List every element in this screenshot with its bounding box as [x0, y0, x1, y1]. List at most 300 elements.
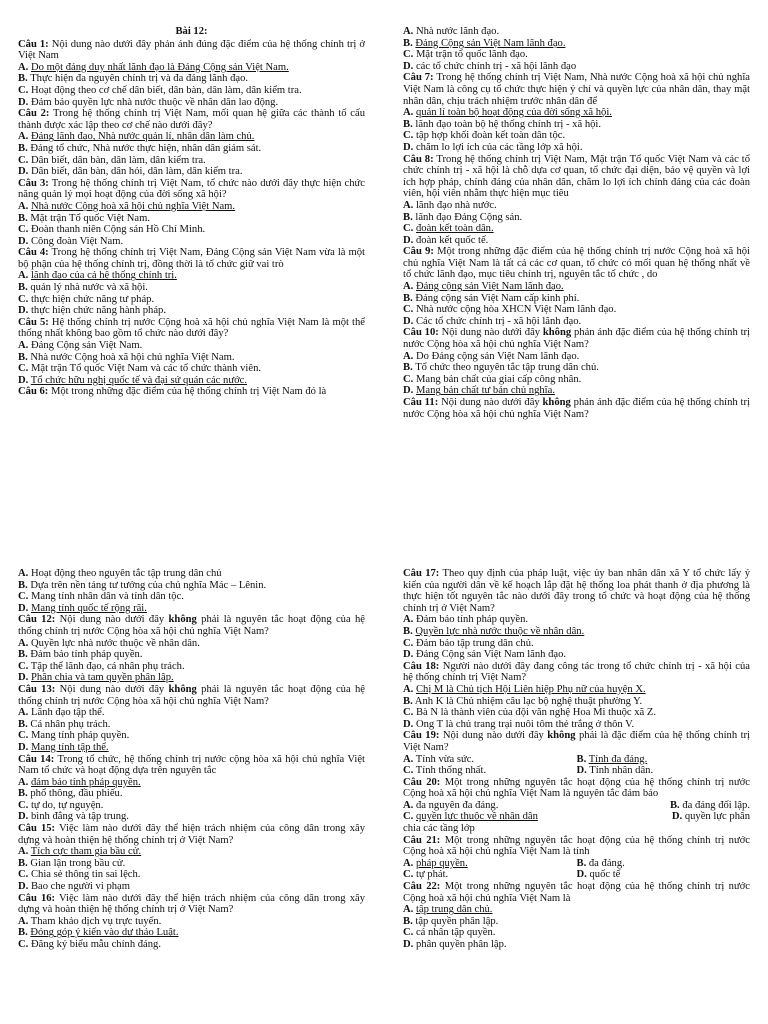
- answer-option: [18, 603, 365, 615]
- option-letter: A.: [18, 846, 29, 858]
- answer-cell: [403, 869, 577, 881]
- option-letter: B.: [18, 142, 28, 154]
- question-number: Câu 1:: [18, 38, 49, 50]
- option-letter: D.: [403, 649, 414, 661]
- option-text: Đảng lãnh đạo, Nhà nước quản lí, nhân dân làm chủ.: [30, 131, 255, 143]
- option-text: Tập thể lãnh đạo, cá nhân phụ trách.: [30, 660, 185, 672]
- option-letter: D.: [403, 315, 414, 327]
- answer-option: [577, 754, 751, 766]
- question-body: Một trong những nguyên tắc hoạt động của hệ thống chính trị nước Cộng hoà xã hội chủ nghĩa Việt Nam là tính: [403, 834, 750, 858]
- question-text: [403, 397, 750, 420]
- lesson-title: Bài 12:: [175, 26, 208, 37]
- question-text: [18, 317, 365, 340]
- question-block: [403, 730, 750, 776]
- answer-option: [403, 38, 750, 50]
- option-text: phổ thông, đầu phiếu.: [30, 788, 123, 800]
- option-letter: C.: [403, 765, 414, 777]
- option-text: Mặt trận Tổ quốc Việt Nam và các tổ chức thành viên.: [30, 363, 262, 375]
- answer-option-row: [403, 858, 750, 870]
- question-text: [18, 178, 365, 201]
- option-letter: B.: [18, 579, 28, 591]
- answer-option: [18, 340, 365, 352]
- option-text: đa nguyên đa đảng.: [415, 799, 499, 811]
- question-block: [403, 246, 750, 327]
- answer-option: [403, 684, 750, 696]
- answer-option: [18, 869, 365, 881]
- answer-option: [18, 707, 365, 719]
- question-block: [18, 108, 365, 178]
- option-text: Phân chia và tam quyền phân lập.: [30, 672, 174, 684]
- question-body: Nội dung nào dưới đây phản ánh đúng đặc điểm của hệ thống chính trị ở Việt Nam: [18, 38, 366, 62]
- option-text: Tổ chức hữu nghị quốc tế và đại sứ quán các nước.: [30, 374, 248, 386]
- option-text: Nhà nước lãnh đạo.: [415, 26, 500, 37]
- option-text: Mang tính quốc tế rộng rãi.: [30, 602, 147, 614]
- question-text: [403, 72, 750, 107]
- answer-option: [403, 916, 750, 928]
- option-letter: C.: [18, 154, 29, 166]
- answer-option: [18, 213, 365, 225]
- answer-option: [403, 316, 750, 328]
- page-top-section: [18, 26, 750, 526]
- option-text: Quyền lực nhà nước thuộc về nhân dân.: [415, 625, 585, 637]
- question-body: Người nào dưới đây đang công tác trong tổ chức chính trị - xã hội của hệ thống chính trị Việt Nam?: [403, 660, 750, 684]
- option-letter: C.: [403, 130, 414, 142]
- option-letter: D.: [18, 811, 29, 823]
- answer-option: [403, 61, 750, 73]
- answer-option: [403, 235, 750, 247]
- option-letter: B.: [576, 753, 587, 765]
- option-text: đoàn kết toàn dân.: [415, 223, 494, 235]
- column-bottom-right: [403, 568, 750, 1024]
- option-letter: A.: [18, 340, 29, 352]
- negation-keyword: không: [168, 614, 197, 626]
- answer-option: [403, 707, 750, 719]
- answer-option: [403, 719, 750, 731]
- answer-option: [577, 858, 751, 870]
- option-letter: C.: [18, 293, 29, 305]
- option-letter: B.: [669, 799, 680, 811]
- question-block: [18, 754, 365, 824]
- option-text: Mang tính pháp quyền.: [30, 730, 130, 742]
- option-letter: A.: [403, 26, 414, 37]
- answer-option: [670, 800, 750, 812]
- question-body: Một trong những nguyên tắc hoạt động của hệ thống chính trị nước Cộng hoà xã hội chủ nghĩa Việt Nam là: [403, 881, 750, 904]
- answer-option: [18, 672, 365, 684]
- option-text: Bao che người vi phạm: [30, 881, 130, 893]
- question-stem: Nội dung nào dưới đây: [59, 614, 165, 626]
- answer-option: [403, 649, 750, 661]
- option-text: tập quyền phân lập.: [415, 915, 499, 927]
- answer-option: [403, 374, 750, 386]
- option-text: Nhà nước Cộng hoà xã hội chủ nghĩa Việt Nam.: [30, 200, 236, 212]
- option-text: Dựa trên nền tảng tư tưởng của chủ nghĩa Mác – Lênin.: [30, 579, 267, 591]
- question-stem: Nội dung nào dưới đây: [441, 397, 540, 408]
- question-text: [403, 881, 750, 904]
- question-block: [403, 327, 750, 397]
- option-letter: D.: [403, 939, 414, 950]
- question-block: [18, 247, 365, 317]
- question-body: Trong hệ thống chính trị Việt Nam, Mặt trận Tổ quốc Việt Nam và các tổ chức chính trị - xã hội là chỗ dựa cơ quan, tổ chức đại diện, bảo vệ quyền và lợi ích hợp pháp, chính đáng của nhân dân, chăm lo lợi ích chính đáng của các đoàn viên, hội viên nhằm thực hiện mục tiêu: [403, 153, 750, 200]
- option-letter: A.: [403, 107, 414, 119]
- question-block: [403, 881, 750, 951]
- question-body: Trong hệ thống chính trị Việt Nam, tổ chức nào dưới đây thực hiện chức năng quản lý mọi hoạt động của đời sống xã hội?: [18, 177, 365, 201]
- answer-option: [403, 212, 750, 224]
- option-text: Đảng Cộng sản Việt Nam lãnh đạo.: [415, 649, 567, 661]
- answer-option: [18, 916, 365, 928]
- option-letter: D.: [18, 166, 29, 178]
- question-block: [403, 397, 750, 420]
- question-number: Câu 6:: [18, 386, 49, 398]
- option-letter: A.: [18, 915, 29, 927]
- question-block: [18, 317, 365, 387]
- answer-option: [18, 661, 365, 673]
- answer-cell: [577, 754, 751, 766]
- question-text: [18, 684, 365, 707]
- option-continuation: chia các tầng lớp: [403, 823, 475, 835]
- option-letter: B.: [18, 649, 28, 661]
- answer-option-row: [403, 811, 750, 823]
- question-stem: Nội dung nào dưới đây: [441, 327, 541, 339]
- option-letter: D.: [403, 234, 414, 246]
- answer-option: [403, 869, 577, 881]
- option-text: tự phát.: [415, 869, 449, 881]
- answer-option: [18, 580, 365, 592]
- question-block: [18, 386, 365, 398]
- option-text: Các tổ chức chính trị - xã hội lãnh đạo.: [415, 315, 582, 327]
- option-text: Hoạt động theo cơ chế dân biết, dân bàn, dân làm, dân kiểm tra.: [30, 84, 302, 96]
- option-text: Quyền lực nhà nước thuộc về nhân dân.: [30, 637, 200, 649]
- option-letter: D.: [403, 385, 414, 397]
- option-letter: B.: [403, 37, 413, 49]
- question-text: [18, 247, 365, 270]
- option-letter: C.: [403, 223, 414, 235]
- answer-option: [18, 305, 365, 317]
- question-body: Trong hệ thống chính trị Việt Nam, Nhà nước Cộng hoà xã hội chủ nghĩa Việt Nam là công cụ tổ chức thực hiện ý chí và quyền lực của nhân dân, thay mặt nhân dân, chịu trách nhiệm trước nhân dân để: [403, 72, 750, 107]
- option-letter: D.: [403, 60, 414, 72]
- answer-option: [18, 294, 365, 306]
- answer-option: [18, 638, 365, 650]
- option-text: Tính nhân dân.: [589, 765, 654, 777]
- question-body: phản ánh đặc điểm của hệ thống chính trị nước Cộng hòa xã hội chủ nghĩa Việt Nam?: [403, 327, 750, 351]
- question-body: Trong hệ thống chính trị Việt Nam, mối quan hệ giữa các thành tố cấu thành được xác lập theo cơ chế nào dưới đây?: [18, 108, 366, 131]
- answer-option: [403, 200, 750, 212]
- option-text: thực hiện chức năng tư pháp.: [30, 293, 155, 305]
- option-letter: A.: [18, 131, 29, 143]
- option-text: Mặt trận Tổ quốc Việt Nam.: [30, 212, 150, 224]
- answer-option: [18, 858, 365, 870]
- option-text: Đảm bảo quyền lực nhà nước thuộc về nhân dân lao động.: [30, 96, 279, 108]
- question-number: Câu 13:: [18, 683, 56, 695]
- page-bottom-section: [18, 568, 750, 1024]
- option-letter: D.: [18, 881, 29, 893]
- option-letter: B.: [403, 118, 413, 130]
- option-letter: D.: [18, 741, 29, 753]
- question-block: [18, 568, 365, 614]
- question-number: Câu 20:: [403, 776, 441, 788]
- question-block: [18, 178, 365, 248]
- question-text: [403, 730, 750, 753]
- option-text: chăm lo lợi ích của các tầng lớp xã hội.: [415, 141, 583, 153]
- answer-option: [403, 223, 750, 235]
- answer-option: [403, 904, 750, 916]
- question-text: [403, 568, 750, 614]
- option-letter: A.: [403, 199, 414, 211]
- answer-option: [18, 800, 365, 812]
- answer-option: [18, 777, 365, 789]
- question-block: [403, 154, 750, 247]
- option-letter: B.: [403, 915, 413, 927]
- answer-option: [18, 270, 365, 282]
- option-text: cá nhân tập quyền.: [415, 927, 496, 939]
- option-letter: D.: [576, 869, 587, 881]
- option-letter: A.: [403, 799, 414, 811]
- option-text: Thực hiện đa nguyên chính trị và đa đảng lãnh đạo.: [30, 73, 249, 85]
- question-text: [403, 246, 750, 281]
- option-letter: C.: [403, 707, 414, 719]
- option-letter: C.: [18, 799, 29, 811]
- question-number: Câu 19:: [403, 730, 440, 742]
- option-letter: D.: [671, 811, 683, 823]
- answer-option: [18, 730, 365, 742]
- option-letter: C.: [403, 304, 414, 316]
- column-top-right: [403, 26, 750, 526]
- question-body: Việc làm nào dưới đây thể hiện trách nhiệm của công dân trong xây dựng và hoàn thiện hệ thống chính trị ở Việt Nam?: [18, 892, 365, 916]
- option-text: Đảng cộng sản Việt Nam cấp kinh phí.: [415, 292, 580, 304]
- option-letter: B.: [403, 292, 413, 304]
- answer-option-row: [403, 869, 750, 881]
- column-top-left: [18, 26, 365, 526]
- answer-option: [403, 119, 750, 131]
- question-body: Một trong những đặc điểm của hệ thống chính trị nước Cộng hoà xã hội chủ nghĩa Việt Nam là tất cả các cơ quan, tổ chức có mối quan hệ thống nhất về tổ chức lãnh đạo, mục tiêu chính trị, nguyên tắc tổ chức , do: [403, 246, 751, 281]
- answer-option: [18, 282, 365, 294]
- negation-keyword: không: [542, 397, 571, 408]
- question-text: [18, 386, 365, 398]
- option-text: quản lý nhà nước và xã hội.: [30, 282, 148, 294]
- option-text: pháp quyền.: [415, 857, 468, 869]
- option-letter: A.: [18, 200, 29, 212]
- option-text: lãnh đạo của cả hệ thống chính trị.: [30, 270, 177, 282]
- option-text: lãnh đạo Đảng Cộng sản.: [415, 211, 523, 223]
- question-block: [18, 39, 365, 109]
- option-text: quyền lực phân: [684, 811, 750, 823]
- option-letter: C.: [403, 373, 414, 385]
- question-number: Câu 8:: [403, 153, 434, 165]
- option-text: Đảng Cộng sản Việt Nam.: [30, 340, 143, 352]
- answer-option-row: [403, 754, 750, 766]
- option-text: đoàn kết quốc tế.: [415, 234, 489, 246]
- question-block: [403, 568, 750, 661]
- option-text: bình đẳng và tập trung.: [30, 811, 129, 823]
- option-text: Đảm bảo tính pháp quyền.: [415, 614, 529, 626]
- option-letter: D.: [18, 305, 29, 317]
- option-letter: B.: [18, 212, 28, 224]
- question-text: [403, 661, 750, 684]
- question-block: [18, 893, 365, 951]
- answer-option: [403, 939, 750, 951]
- option-letter: A.: [18, 61, 29, 73]
- question-text: [18, 614, 365, 637]
- option-letter: C.: [403, 49, 414, 61]
- option-text: Bà N là thành viên của đội văn nghệ Hoa Mi thuộc xã Z.: [415, 707, 657, 719]
- answer-option: [18, 568, 365, 580]
- option-text: Đảm bảo tập trung dân chủ.: [415, 637, 534, 649]
- answer-option: [18, 811, 365, 823]
- question-text: [18, 893, 365, 916]
- option-text: thực hiện chức năng hành pháp.: [30, 305, 167, 317]
- question-body: Hệ thống chính trị nước Cộng hoà xã hội chủ nghĩa Việt Nam là một thể thống nhất không bao gồm tổ chức nào dưới đây?: [18, 316, 365, 340]
- answer-option: [403, 49, 750, 61]
- question-block: [403, 661, 750, 731]
- question-number: Câu 9:: [403, 246, 434, 258]
- option-text: Đảng cộng sản Việt Nam lãnh đạo.: [415, 281, 564, 293]
- question-block: [18, 684, 365, 754]
- option-text: Tổ chức theo nguyên tắc tập trung dân chủ.: [415, 362, 599, 374]
- answer-option: [18, 143, 365, 155]
- question-number: Câu 7:: [403, 72, 434, 84]
- answer-option: [18, 375, 365, 387]
- question-text: [403, 835, 750, 858]
- question-body: Trong tổ chức, hệ thống chính trị nước cộng hòa xã hội chủ nghĩa Việt Nam tổ chức và hoạt động dựa trên nguyên tắc: [18, 753, 365, 777]
- question-body: Một trong những đặc điểm của hệ thống chính trị Việt Nam đó là: [50, 386, 327, 398]
- question-number: Câu 11:: [403, 397, 439, 408]
- question-block: [403, 26, 750, 72]
- question-text: [18, 39, 365, 62]
- option-text: Ông T là chủ trang trại nuôi tôm thẻ trắng ở thôn V.: [415, 718, 635, 730]
- question-number: Câu 14:: [18, 753, 55, 765]
- answer-option: [577, 765, 751, 777]
- answer-option: [18, 85, 365, 97]
- answer-option: [18, 742, 365, 754]
- option-letter: C.: [18, 939, 29, 950]
- answer-option: [18, 788, 365, 800]
- option-text: Cá nhân phụ trách.: [30, 718, 111, 730]
- answer-option: [18, 846, 365, 858]
- question-number: Câu 10:: [403, 327, 439, 339]
- question-text: [403, 154, 750, 200]
- answer-option: [403, 858, 577, 870]
- option-text: Mặt trận tổ quốc lãnh đạo.: [415, 49, 528, 61]
- option-letter: C.: [18, 84, 29, 96]
- answer-option-row: [403, 765, 750, 777]
- option-text: Dân biết, dân bàn, dân làm, dân kiểm tra.: [30, 154, 206, 166]
- option-text: Dân biết, dân bàn, dân hỏi, dân làm, dân kiểm tra.: [30, 166, 243, 178]
- question-body: phải là đặc điểm của hệ thống chính trị Việt Nam?: [403, 730, 750, 753]
- answer-option: [403, 626, 750, 638]
- option-letter: B.: [576, 857, 587, 869]
- option-text: đa đảng.: [588, 857, 625, 869]
- question-number: Câu 3:: [18, 177, 49, 189]
- answer-cell: [403, 754, 577, 766]
- question-number: Câu 22:: [403, 881, 441, 893]
- answer-option: [403, 614, 750, 626]
- answer-option: [403, 351, 750, 363]
- option-text: Đảng tổ chức, Nhà nước thực hiện, nhân dân giám sát.: [30, 142, 262, 154]
- question-number: Câu 12:: [18, 614, 56, 626]
- answer-option: [403, 142, 750, 154]
- option-letter: A.: [403, 614, 414, 626]
- question-number: Câu 16:: [18, 892, 56, 904]
- option-text: quyền lực thuộc về nhân dân: [415, 811, 538, 823]
- option-letter: B.: [18, 927, 28, 939]
- option-text: các tổ chức chính trị - xã hội lãnh đạo: [415, 60, 577, 72]
- option-text: Công đoàn Việt Nam.: [30, 235, 124, 247]
- option-text: phân quyền phân lập.: [415, 939, 507, 950]
- answer-option-row: [403, 800, 750, 812]
- question-block: [403, 72, 750, 153]
- option-letter: A.: [403, 683, 414, 695]
- answer-option: [403, 362, 750, 374]
- answer-option: [18, 649, 365, 661]
- question-block: [403, 777, 750, 835]
- question-stem: Nội dung nào dưới đây: [59, 683, 165, 695]
- option-letter: B.: [403, 211, 413, 223]
- question-body: Một trong những nguyên tắc hoạt động của hệ thống chính trị nước Cộng hoà xã hội chủ nghĩa Việt Nam là nguyên tắc đảm bảo: [403, 776, 750, 800]
- question-text: [403, 327, 750, 350]
- option-letter: D.: [18, 672, 29, 684]
- question-block: [403, 835, 750, 881]
- answer-option: [18, 73, 365, 85]
- option-letter: A.: [403, 904, 414, 916]
- option-letter: A.: [18, 568, 29, 579]
- option-text: Do một đảng duy nhất lãnh đạo là Đảng Cộng sản Việt Nam.: [30, 61, 289, 73]
- answer-option: [403, 26, 750, 38]
- answer-cell: [577, 765, 751, 777]
- answer-option: [18, 236, 365, 248]
- option-text: Tính vừa sức.: [415, 753, 475, 765]
- answer-option: [18, 166, 365, 178]
- option-text: Đảm bảo tính pháp quyền.: [30, 649, 143, 661]
- option-letter: B.: [18, 788, 28, 800]
- option-letter: D.: [403, 718, 414, 730]
- option-text: Mang bản chất của giai cấp công nhân.: [415, 373, 582, 385]
- answer-option: [403, 638, 750, 650]
- answer-option: [18, 352, 365, 364]
- answer-option: [18, 155, 365, 167]
- answer-option: [18, 363, 365, 375]
- option-letter: A.: [403, 281, 414, 293]
- question-text: [18, 754, 365, 777]
- answer-option: [577, 869, 751, 881]
- option-text: Đảng Cộng sản Việt Nam lãnh đạo.: [415, 37, 566, 49]
- answer-option: [403, 304, 750, 316]
- option-letter: C.: [18, 591, 29, 603]
- question-body: phản ánh đặc điểm của hệ thống chính trị nước Cộng hòa xã hội chủ nghĩa Việt Nam?: [403, 397, 750, 420]
- option-text: Đóng góp ý kiến vào dự thảo Luật.: [30, 927, 179, 939]
- option-text: Gian lận trong bầu cử.: [30, 857, 126, 869]
- answer-option: [403, 696, 750, 708]
- answer-option: [403, 385, 750, 397]
- option-text: Mang tính tập thể.: [30, 741, 109, 753]
- option-letter: A.: [18, 776, 29, 788]
- answer-option: [18, 62, 365, 74]
- option-letter: A.: [18, 637, 29, 649]
- option-text: tập trung dân chủ.: [415, 904, 493, 916]
- option-letter: A.: [18, 707, 29, 719]
- option-text: Mang bản chất tư bản chủ nghĩa.: [415, 385, 555, 397]
- option-letter: B.: [18, 282, 28, 294]
- question-body: phải là nguyên tắc hoạt động của hệ thống chính trị nước Cộng hòa xã hội chủ nghĩa Việt Nam?: [18, 614, 365, 637]
- question-number: Câu 21:: [403, 834, 441, 846]
- option-text: tự do, tự nguyện.: [30, 799, 104, 811]
- option-letter: A.: [18, 270, 29, 282]
- option-text: Tích cực tham gia bầu cử.: [30, 846, 142, 858]
- answer-option: [18, 927, 365, 939]
- option-text: đảm bảo tính pháp quyền.: [30, 776, 141, 788]
- option-letter: C.: [18, 363, 29, 375]
- negation-keyword: không: [168, 683, 197, 695]
- question-number: Câu 2:: [18, 108, 50, 120]
- option-text: quốc tế: [589, 869, 621, 881]
